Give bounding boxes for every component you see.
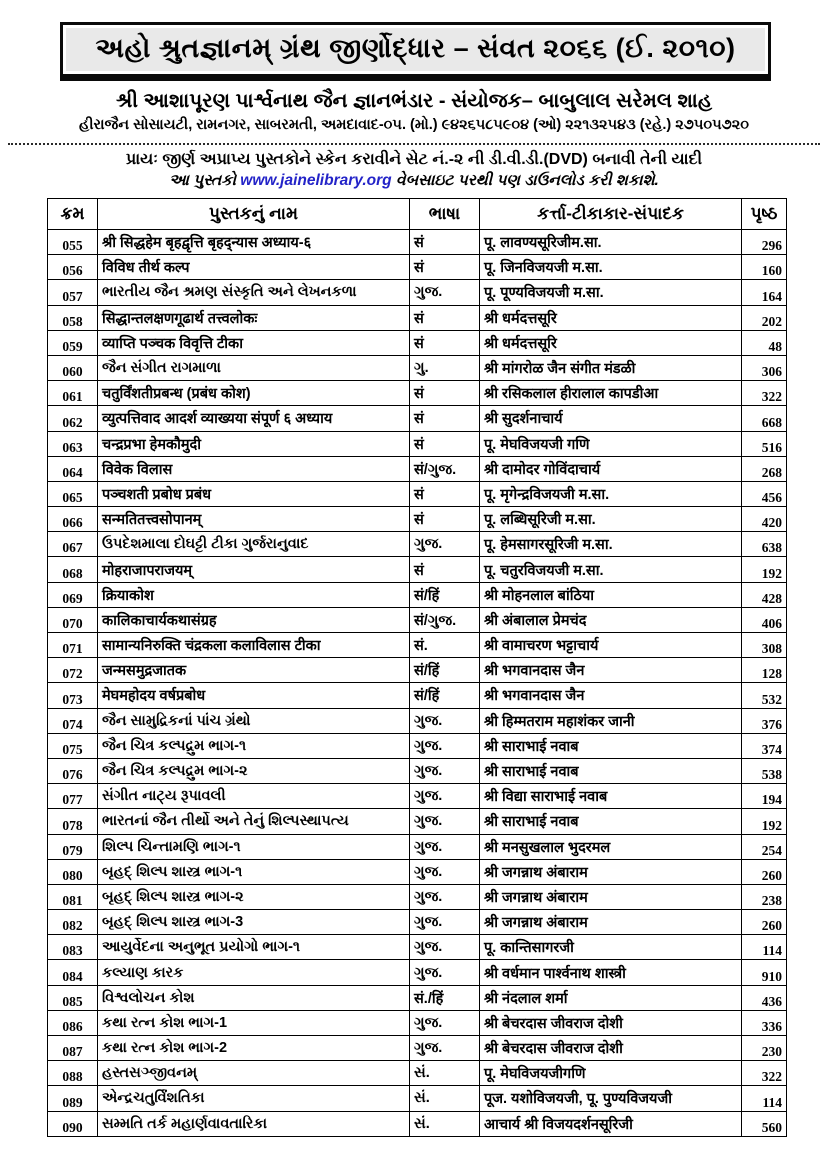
table-row [48,406,787,431]
serial-cell: 075 [48,733,98,758]
language-cell: ગુજ. [410,935,480,960]
pages-cell: 202 [742,305,787,330]
author-cell: पू. पूण्यविजयजी म.सा. [480,280,742,305]
book-name-cell: विविध तीर्थ कल्प [98,255,410,280]
author-cell: श्री मांगरोळ जैन संगीत मंडळी [480,355,742,380]
language-cell: सं [410,507,480,532]
dashed-divider [8,141,820,145]
book-catalog-table [47,198,787,1137]
serial-cell: 067 [48,532,98,557]
pages-cell: 420 [742,507,787,532]
table-row [48,305,787,330]
pages-cell: 238 [742,884,787,909]
table-row [48,381,787,406]
table-row [48,784,787,809]
serial-cell: 072 [48,658,98,683]
table-row [48,355,787,380]
serial-cell: 087 [48,1036,98,1061]
book-name-cell: चन्द्रप्रभा हेमकौमुदी [98,431,410,456]
language-cell: ગુજ. [410,280,480,305]
language-cell: ગુજ. [410,1010,480,1035]
author-cell: श्री नंदलाल शर्मा [480,985,742,1010]
serial-cell: 058 [48,305,98,330]
serial-cell: 076 [48,758,98,783]
page-title: અહો શ્રુતજ્ઞાનમ્ ગ્રંથ જીર્ણોદ્ધાર – સંવત ૨૦૬૬ (ઈ. ૨૦૧૦) [95,33,736,63]
pages-cell: 668 [742,406,787,431]
pages-cell: 336 [742,1010,787,1035]
serial-cell: 081 [48,884,98,909]
column-header-bookname: પુસ્તકનું નામ [98,199,410,230]
book-name-cell: વિશ્વલોચન કોશ [98,985,410,1010]
book-name-cell: सामान्यनिरुक्ति चंद्रकला कलाविलास टीका [98,633,410,658]
language-cell: સં. [410,1111,480,1136]
author-cell: पू. चतुरविजयजी म.सा. [480,557,742,582]
pages-cell: 436 [742,985,787,1010]
author-cell: श्री दामोदर गोविंदाचार्य [480,456,742,481]
language-cell: सं [410,230,480,255]
book-name-cell: જૈન સંગીત રાગમાળા [98,355,410,380]
table-row [48,1086,787,1111]
author-cell: श्री साराभाई नवाब [480,758,742,783]
pages-cell: 164 [742,280,787,305]
serial-cell: 086 [48,1010,98,1035]
book-name-cell: બૃહદ્ શિલ્પ શાસ્ત્ર ભાગ-૧ [98,859,410,884]
address-line: હીરાજૈન સોસાયટી, રામનગર, સાબરમતી, અમદાવાદ-૦૫. (મો.) ૯૪૨૬૫૮૫૯૦૪ (ઓ) ૨૨૧૩૨૫૪૩ (રહે.) ૨૭૫૦૫૭૨૦ [79,117,749,133]
author-cell: श्री रसिकलाल हीरालाल कापडीआ [480,381,742,406]
author-cell: श्री साराभाई नवाब [480,733,742,758]
language-cell: सं [410,557,480,582]
pages-cell: 910 [742,960,787,985]
table-row [48,607,787,632]
book-name-cell: पञ्चशती प्रबोध प्रबंध [98,481,410,506]
author-cell: श्री जगन्नाथ अंबाराम [480,910,742,935]
book-name-cell: કથા રત્ન કોશ ભાગ-2 [98,1036,410,1061]
author-cell: पूज. यशोविजयजी, पू. पुण्यविजयजी [480,1086,742,1111]
pages-cell: 192 [742,557,787,582]
language-cell: सं/ગુજ. [410,456,480,481]
language-cell: सं/हिं [410,683,480,708]
language-cell: सं/हिं [410,582,480,607]
language-cell: ગુજ. [410,532,480,557]
language-cell: सं./हिं [410,985,480,1010]
dvd-note: પ્રાયઃ જીર્ણ અપ્રાપ્ય પુસ્તકોને સ્કેન કરાવીને સેટ નં.-૨ ની ડી.વી.ડી.(DVD) બનાવી તેની યાદી [125,151,703,168]
book-name-cell: कालिकाचार्यकथासंग्रह [98,607,410,632]
pages-cell: 428 [742,582,787,607]
serial-cell: 059 [48,330,98,355]
author-cell: श्री बेचरदास जीवराज दोशी [480,1010,742,1035]
table-row [48,985,787,1010]
book-table-body [48,230,787,1137]
pages-cell: 260 [742,859,787,884]
author-cell: श्री अंबालाल प्रेमचंद [480,607,742,632]
serial-cell: 074 [48,708,98,733]
pages-cell: 160 [742,255,787,280]
pages-cell: 560 [742,1111,787,1136]
book-name-cell: सन्मतितत्त्वसोपानम् [98,507,410,532]
table-row [48,1036,787,1061]
book-name-cell: विवेक विलास [98,456,410,481]
pages-cell: 128 [742,658,787,683]
table-row [48,884,787,909]
table-row [48,683,787,708]
language-cell: ગુજ. [410,708,480,733]
book-name-cell: આયુર્વેદના અનુભૂત પ્રયોગો ભાગ-૧ [98,935,410,960]
serial-cell: 084 [48,960,98,985]
table-row [48,230,787,255]
table-row [48,1010,787,1035]
serial-cell: 071 [48,633,98,658]
book-name-cell: मोहराजापराजयम् [98,557,410,582]
table-row [48,809,787,834]
download-note-prefix: આ પુસ્તકો [169,172,236,189]
serial-cell: 073 [48,683,98,708]
language-cell: ગુ. [410,355,480,380]
table-row [48,658,787,683]
table-row [48,633,787,658]
table-row [48,733,787,758]
serial-cell: 090 [48,1111,98,1136]
language-cell: सं [410,305,480,330]
author-cell: पू. लब्धिसूरिजी म.सा. [480,507,742,532]
book-name-cell: मेघमहोदय वर्षप्रबोध [98,683,410,708]
table-row [48,507,787,532]
serial-cell: 078 [48,809,98,834]
language-cell: ગુજ. [410,809,480,834]
language-cell: सं [410,481,480,506]
language-cell: सं/ગુજ. [410,607,480,632]
serial-cell: 064 [48,456,98,481]
table-row [48,935,787,960]
table-header-row [48,199,787,230]
book-name-cell: ઉપદેશમાલા દોઘટ્ટી ટીકા ગુર્જરાનુવાદ [98,532,410,557]
language-cell: સં. [410,1086,480,1111]
pages-cell: 322 [742,381,787,406]
serial-cell: 056 [48,255,98,280]
pages-cell: 376 [742,708,787,733]
language-cell: सं [410,381,480,406]
author-cell: पू. लावण्यसूरिजीम.सा. [480,230,742,255]
author-cell: श्री धर्मदत्तसूरि [480,305,742,330]
book-name-cell: क्रियाकोश [98,582,410,607]
language-cell: ગુજ. [410,758,480,783]
serial-cell: 079 [48,834,98,859]
book-name-cell: બૃહદ્ શિલ્પ શાસ્ત્ર ભાગ-૨ [98,884,410,909]
author-cell: आचार्य श्री विजयदर्शनसूरिजी [480,1111,742,1136]
table-row [48,481,787,506]
pages-cell: 374 [742,733,787,758]
language-cell: सं. [410,633,480,658]
pages-cell: 114 [742,935,787,960]
author-cell: श्री सुदर्शनाचार्य [480,406,742,431]
language-cell: ગુજ. [410,859,480,884]
book-name-cell: श्री सिद्धहेम बृहद्वृत्ति बृहद्न्यास अध्याय-६ [98,230,410,255]
pages-cell: 296 [742,230,787,255]
serial-cell: 060 [48,355,98,380]
pages-cell: 230 [742,1036,787,1061]
book-name-cell: કલ્યાણ કારક [98,960,410,985]
serial-cell: 085 [48,985,98,1010]
language-cell: ગુજ. [410,834,480,859]
language-cell: ગુજ. [410,1036,480,1061]
language-cell: સં. [410,1061,480,1086]
pages-cell: 114 [742,1086,787,1111]
serial-cell: 080 [48,859,98,884]
book-name-cell: શિલ્પ ચિન્તામણિ ભાગ-૧ [98,834,410,859]
table-row [48,280,787,305]
book-name-cell: હસ્તસઞ્જીવનમ્ [98,1061,410,1086]
book-name-cell: સંગીત નાટ્ય રૂપાવલી [98,784,410,809]
book-name-cell: જૈન ચિત્ર કલ્પદ્રુમ ભાગ-૨ [98,758,410,783]
serial-cell: 062 [48,406,98,431]
author-cell: पू. मृगेन्द्रविजयजी म.सा. [480,481,742,506]
table-row [48,910,787,935]
organization-subtitle: શ્રી આશાપૂરણ પાર્શ્વનાથ જૈન જ્ઞાનભંડાર - સંયોજક– બાબુલાલ સરેમલ શાહ [115,90,713,112]
author-cell: श्री जगन्नाथ अंबाराम [480,859,742,884]
author-cell: पू. हेमसागरसूरिजी म.सा. [480,532,742,557]
column-header-pages: પૃષ્ઠ [742,199,787,230]
serial-cell: 065 [48,481,98,506]
column-header-language: ભાષા [410,199,480,230]
book-name-cell: जन्मसमुद्रजातक [98,658,410,683]
column-header-serial: ક્રમ [48,199,98,230]
book-name-cell: બૃહદ્ શિલ્પ શાસ્ત્ર ભાગ-3 [98,910,410,935]
author-cell: श्री धर्मदत्तसूरि [480,330,742,355]
pages-cell: 260 [742,910,787,935]
book-name-cell: सिद्धान्तलक्षणगूढार्थ तत्त्वलोकः [98,305,410,330]
language-cell: सं [410,255,480,280]
serial-cell: 077 [48,784,98,809]
download-note [0,172,828,190]
serial-cell: 069 [48,582,98,607]
pages-cell: 516 [742,431,787,456]
serial-cell: 055 [48,230,98,255]
book-name-cell: કથા રત્ન કોશ ભાગ-1 [98,1010,410,1035]
table-row [48,834,787,859]
serial-cell: 066 [48,507,98,532]
serial-cell: 070 [48,607,98,632]
pages-cell: 268 [742,456,787,481]
pages-cell: 48 [742,330,787,355]
language-cell: ગુજ. [410,960,480,985]
author-cell: पू. जिनविजयजी म.सा. [480,255,742,280]
author-cell: श्री वामाचरण भट्टाचार्य [480,633,742,658]
table-row [48,431,787,456]
language-cell: सं/हिं [410,658,480,683]
pages-cell: 254 [742,834,787,859]
table-row [48,582,787,607]
website-link[interactable]: www.jainelibrary.org [240,172,392,189]
table-row [48,960,787,985]
book-name-cell: સમ્મતિ તર્ક મહાર્ણવાવતારિકા [98,1111,410,1136]
serial-cell: 057 [48,280,98,305]
author-cell: श्री वर्धमान पार्श्वनाथ शास्त्री [480,960,742,985]
pages-cell: 406 [742,607,787,632]
author-cell: पू. मेघविजयजीगणि [480,1061,742,1086]
serial-cell: 061 [48,381,98,406]
serial-cell: 082 [48,910,98,935]
author-cell: श्री विद्या साराभाई नवाब [480,784,742,809]
serial-cell: 089 [48,1086,98,1111]
table-row [48,859,787,884]
book-name-cell: व्याप्ति पञ्चक विवृत्ति टीका [98,330,410,355]
book-name-cell: જૈન ચિત્ર કલ્પદ્રુમ ભાગ-૧ [98,733,410,758]
table-row [48,708,787,733]
pages-cell: 192 [742,809,787,834]
pages-cell: 538 [742,758,787,783]
language-cell: सं [410,431,480,456]
book-name-cell: चतुर्विंशतीप्रबन्ध (प्रबंध कोश) [98,381,410,406]
language-cell: ગુજ. [410,884,480,909]
author-cell: श्री जगन्नाथ अंबाराम [480,884,742,909]
column-header-author: કર્ત્તા-ટીકાકાર-સંપાદક [480,199,742,230]
table-row [48,255,787,280]
serial-cell: 068 [48,557,98,582]
author-cell: श्री बेचरदास जीवराज दोशी [480,1036,742,1061]
author-cell: पू. मेघविजयजी गणि [480,431,742,456]
book-name-cell: ભારતનાં જૈન તીર્થો અને તેનું શિલ્પસ્થાપત્ય [98,809,410,834]
language-cell: सं [410,406,480,431]
pages-cell: 322 [742,1061,787,1086]
download-note-suffix: વેબસાઇટ પરથી પણ ડાઉનલોડ કરી શકાશે. [395,172,659,189]
book-name-cell: व्युत्पत्तिवाद आदर्श व्याख्यया संपूर्ण ६ अध्याय [98,406,410,431]
author-cell: श्री भगवानदास जैन [480,683,742,708]
pages-cell: 532 [742,683,787,708]
book-name-cell: એન્દ્રચતુર્વિંશતિકા [98,1086,410,1111]
serial-cell: 083 [48,935,98,960]
language-cell: ગુજ. [410,733,480,758]
book-name-cell: જૈન સામુદ્રિકનાં પાંચ ગ્રંથો [98,708,410,733]
pages-cell: 306 [742,355,787,380]
author-cell: श्री भगवानदास जैन [480,658,742,683]
table-row [48,1061,787,1086]
author-cell: पू. कान्तिसागरजी [480,935,742,960]
serial-cell: 063 [48,431,98,456]
table-row [48,532,787,557]
table-row [48,557,787,582]
pages-cell: 194 [742,784,787,809]
author-cell: श्री मोहनलाल बांठिया [480,582,742,607]
title-banner [60,22,771,81]
author-cell: श्री साराभाई नवाब [480,809,742,834]
table-row [48,330,787,355]
language-cell: ગુજ. [410,910,480,935]
pages-cell: 308 [742,633,787,658]
language-cell: ગુજ. [410,784,480,809]
author-cell: श्री मनसुखलाल भुदरमल [480,834,742,859]
table-row [48,758,787,783]
pages-cell: 638 [742,532,787,557]
language-cell: सं [410,330,480,355]
author-cell: श्री हिम्मतराम महाशंकर जानी [480,708,742,733]
serial-cell: 088 [48,1061,98,1086]
pages-cell: 456 [742,481,787,506]
table-row [48,456,787,481]
table-row [48,1111,787,1136]
book-name-cell: ભારતીય જૈન શ્રમણ સંસ્કૃતિ અને લેખનકળા [98,280,410,305]
